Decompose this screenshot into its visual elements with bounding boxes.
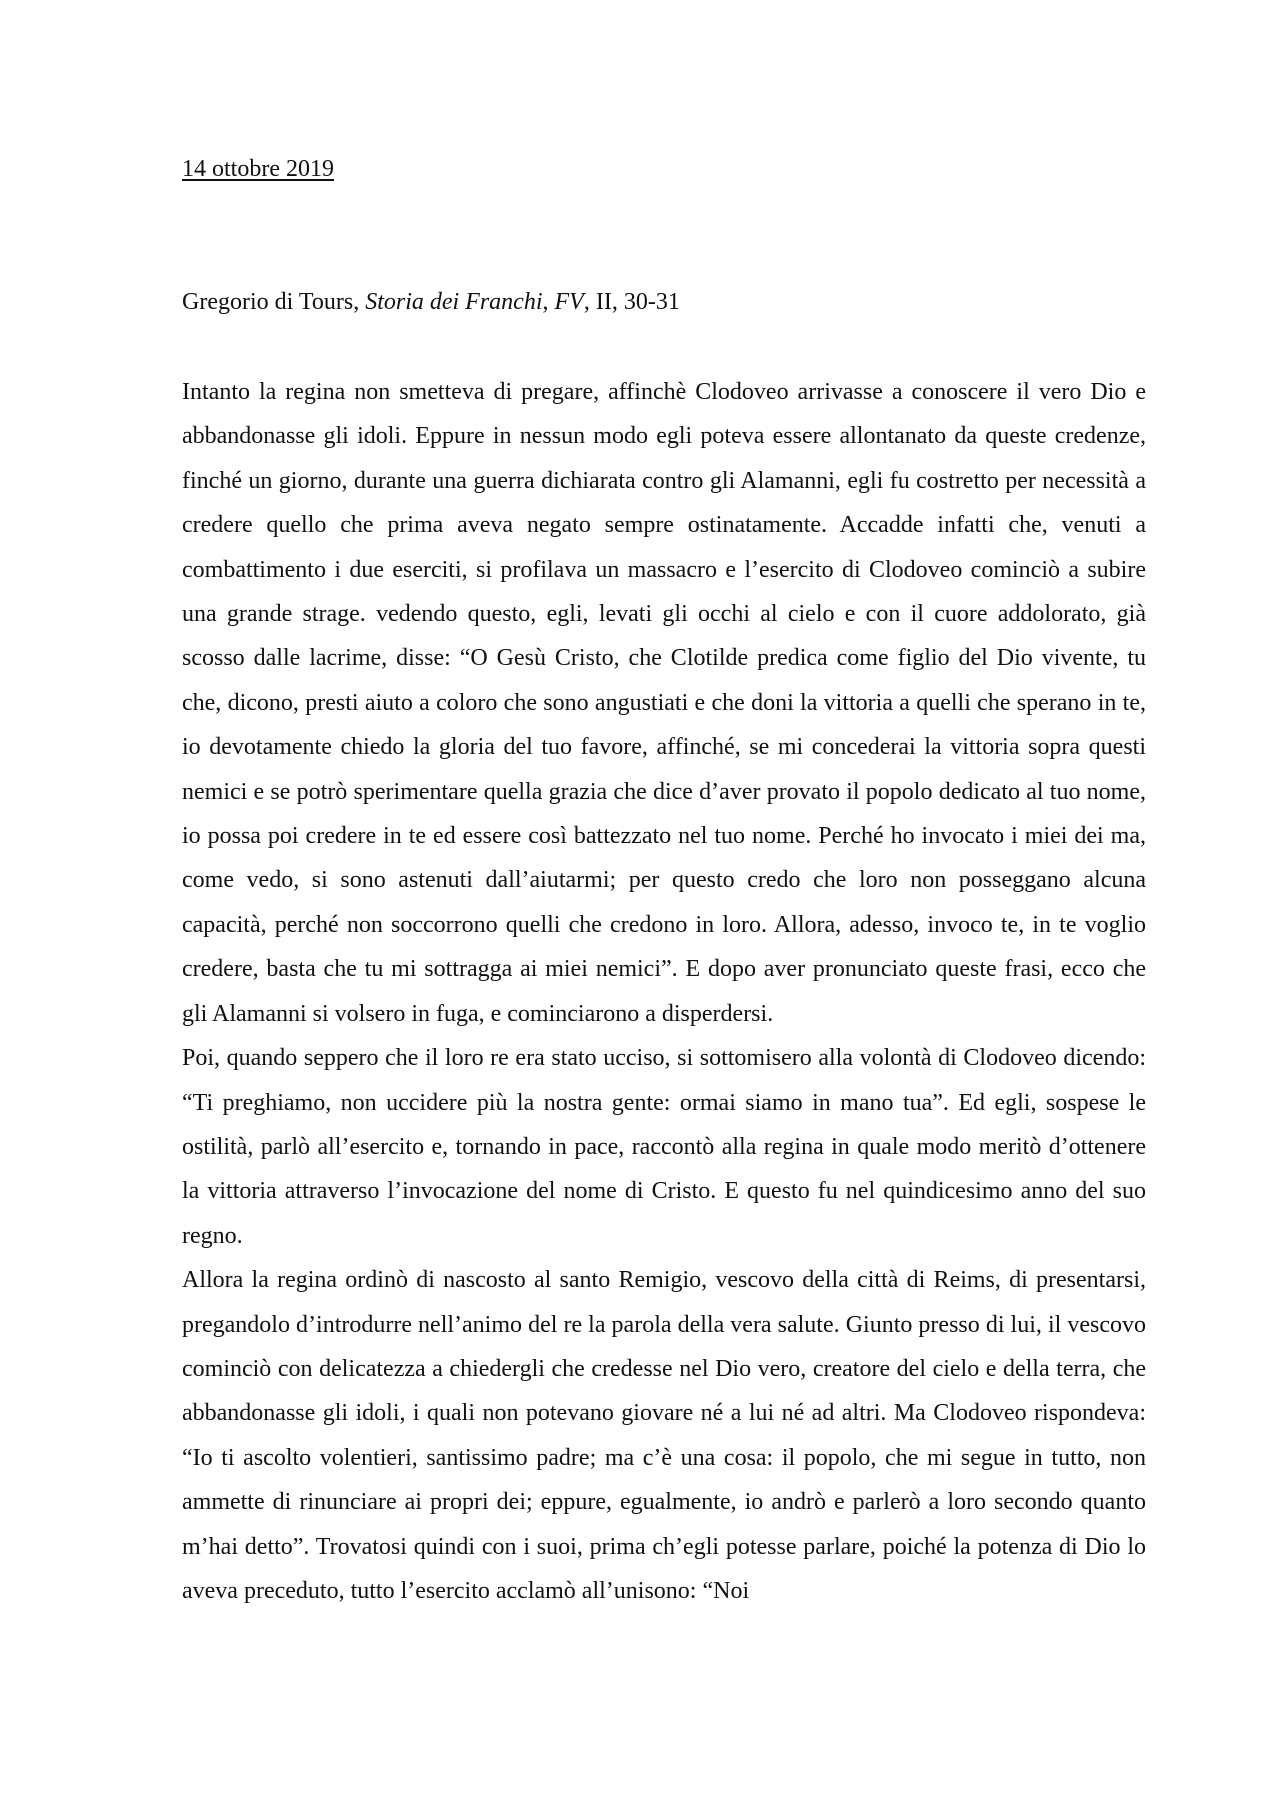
paragraph: Poi, quando seppero che il loro re era stato ucciso, si sottomisero alla volontà di Clodoveo dicendo: “Ti preghiamo, non uccidere più la nostra gente: ormai siamo in mano tua”. Ed egli, sospese le ostilità, parlò all’esercito e, tornando in pace, raccontò alla regina in quale modo meritò d’ottenere la vittoria attraverso l’invocazione del nome di Cristo. E questo fu nel quindicesimo anno del suo regno. xyxy=(182,1045,1146,1249)
source-abbreviation: FV xyxy=(554,289,584,315)
source-title: Storia dei Franchi xyxy=(365,289,543,315)
source-separator: , xyxy=(542,289,555,315)
source-reference: , II, 30-31 xyxy=(583,289,680,315)
source-citation xyxy=(182,286,680,318)
body-text xyxy=(182,370,1146,1613)
document-date: 14 ottobre 2019 xyxy=(182,156,334,182)
paragraph: Intanto la regina non smetteva di pregare, affinchè Clodoveo arrivasse a conoscere il vero Dio e abbandonasse gli idoli. Eppure in nessun modo egli poteva essere allontanato da queste credenze, finché un giorno, durante una guerra dichiarata contro gli Alamanni, egli fu costretto per necessità a credere quello che prima aveva negato sempre ostinatamente. Accadde infatti che, venuti a combattimento i due eserciti, si profilava un massacro e l’esercito di Clodoveo cominciò a subire una grande strage. vedendo questo, egli, levati gli occhi al cielo e con il cuore addolorato, già scosso dalle lacrime, disse: “O Gesù Cristo, che Clotilde predica come figlio del Dio vivente, tu che, dicono, presti aiuto a coloro che sono angustiati e che doni la vittoria a quelli che sperano in te, io devotamente chiedo la gloria del tuo favore, affinché, se mi concederai la vittoria sopra questi nemici e se potrò sperimentare quella grazia che dice d’aver provato il popolo dedicato al tuo nome, io possa poi credere in te ed essere così battezzato nel tuo nome. Perché ho invocato i miei dei ma, come vedo, si sono astenuti dall’aiutarmi; per questo credo che loro non posseggano alcuna capacità, perché non soccorrono quelli che credono in loro. Allora, adesso, invoco te, in te voglio credere, basta che tu mi sottragga ai miei nemici”. E dopo aver pronunciato queste frasi, ecco che gli Alamanni si volsero in fuga, e cominciarono a disperdersi. xyxy=(182,379,1146,1027)
source-author: Gregorio di Tours, xyxy=(182,289,366,315)
paragraph: Allora la regina ordinò di nascosto al santo Remigio, vescovo della città di Reims, di presentarsi, pregandolo d’introdurre nell’animo del re la parola della vera salute. Giunto presso di lui, il vescovo cominciò con delicatezza a chiedergli che credesse nel Dio vero, creatore del cielo e della terra, che abbandonasse gli idoli, i quali non potevano giovare né a lui né ad altri. Ma Clodoveo rispondeva: “Io ti ascolto volentieri, santissimo padre; ma c’è una cosa: il popolo, che mi segue in tutto, non ammette di rinunciare ai propri dei; eppure, egualmente, io andrò e parlerò a loro secondo quanto m’hai detto”. Trovatosi quindi con i suoi, prima ch’egli potesse parlare, poiché la potenza di Dio lo aveva preceduto, tutto l’esercito acclamò all’unisono: “Noi xyxy=(182,1267,1146,1604)
